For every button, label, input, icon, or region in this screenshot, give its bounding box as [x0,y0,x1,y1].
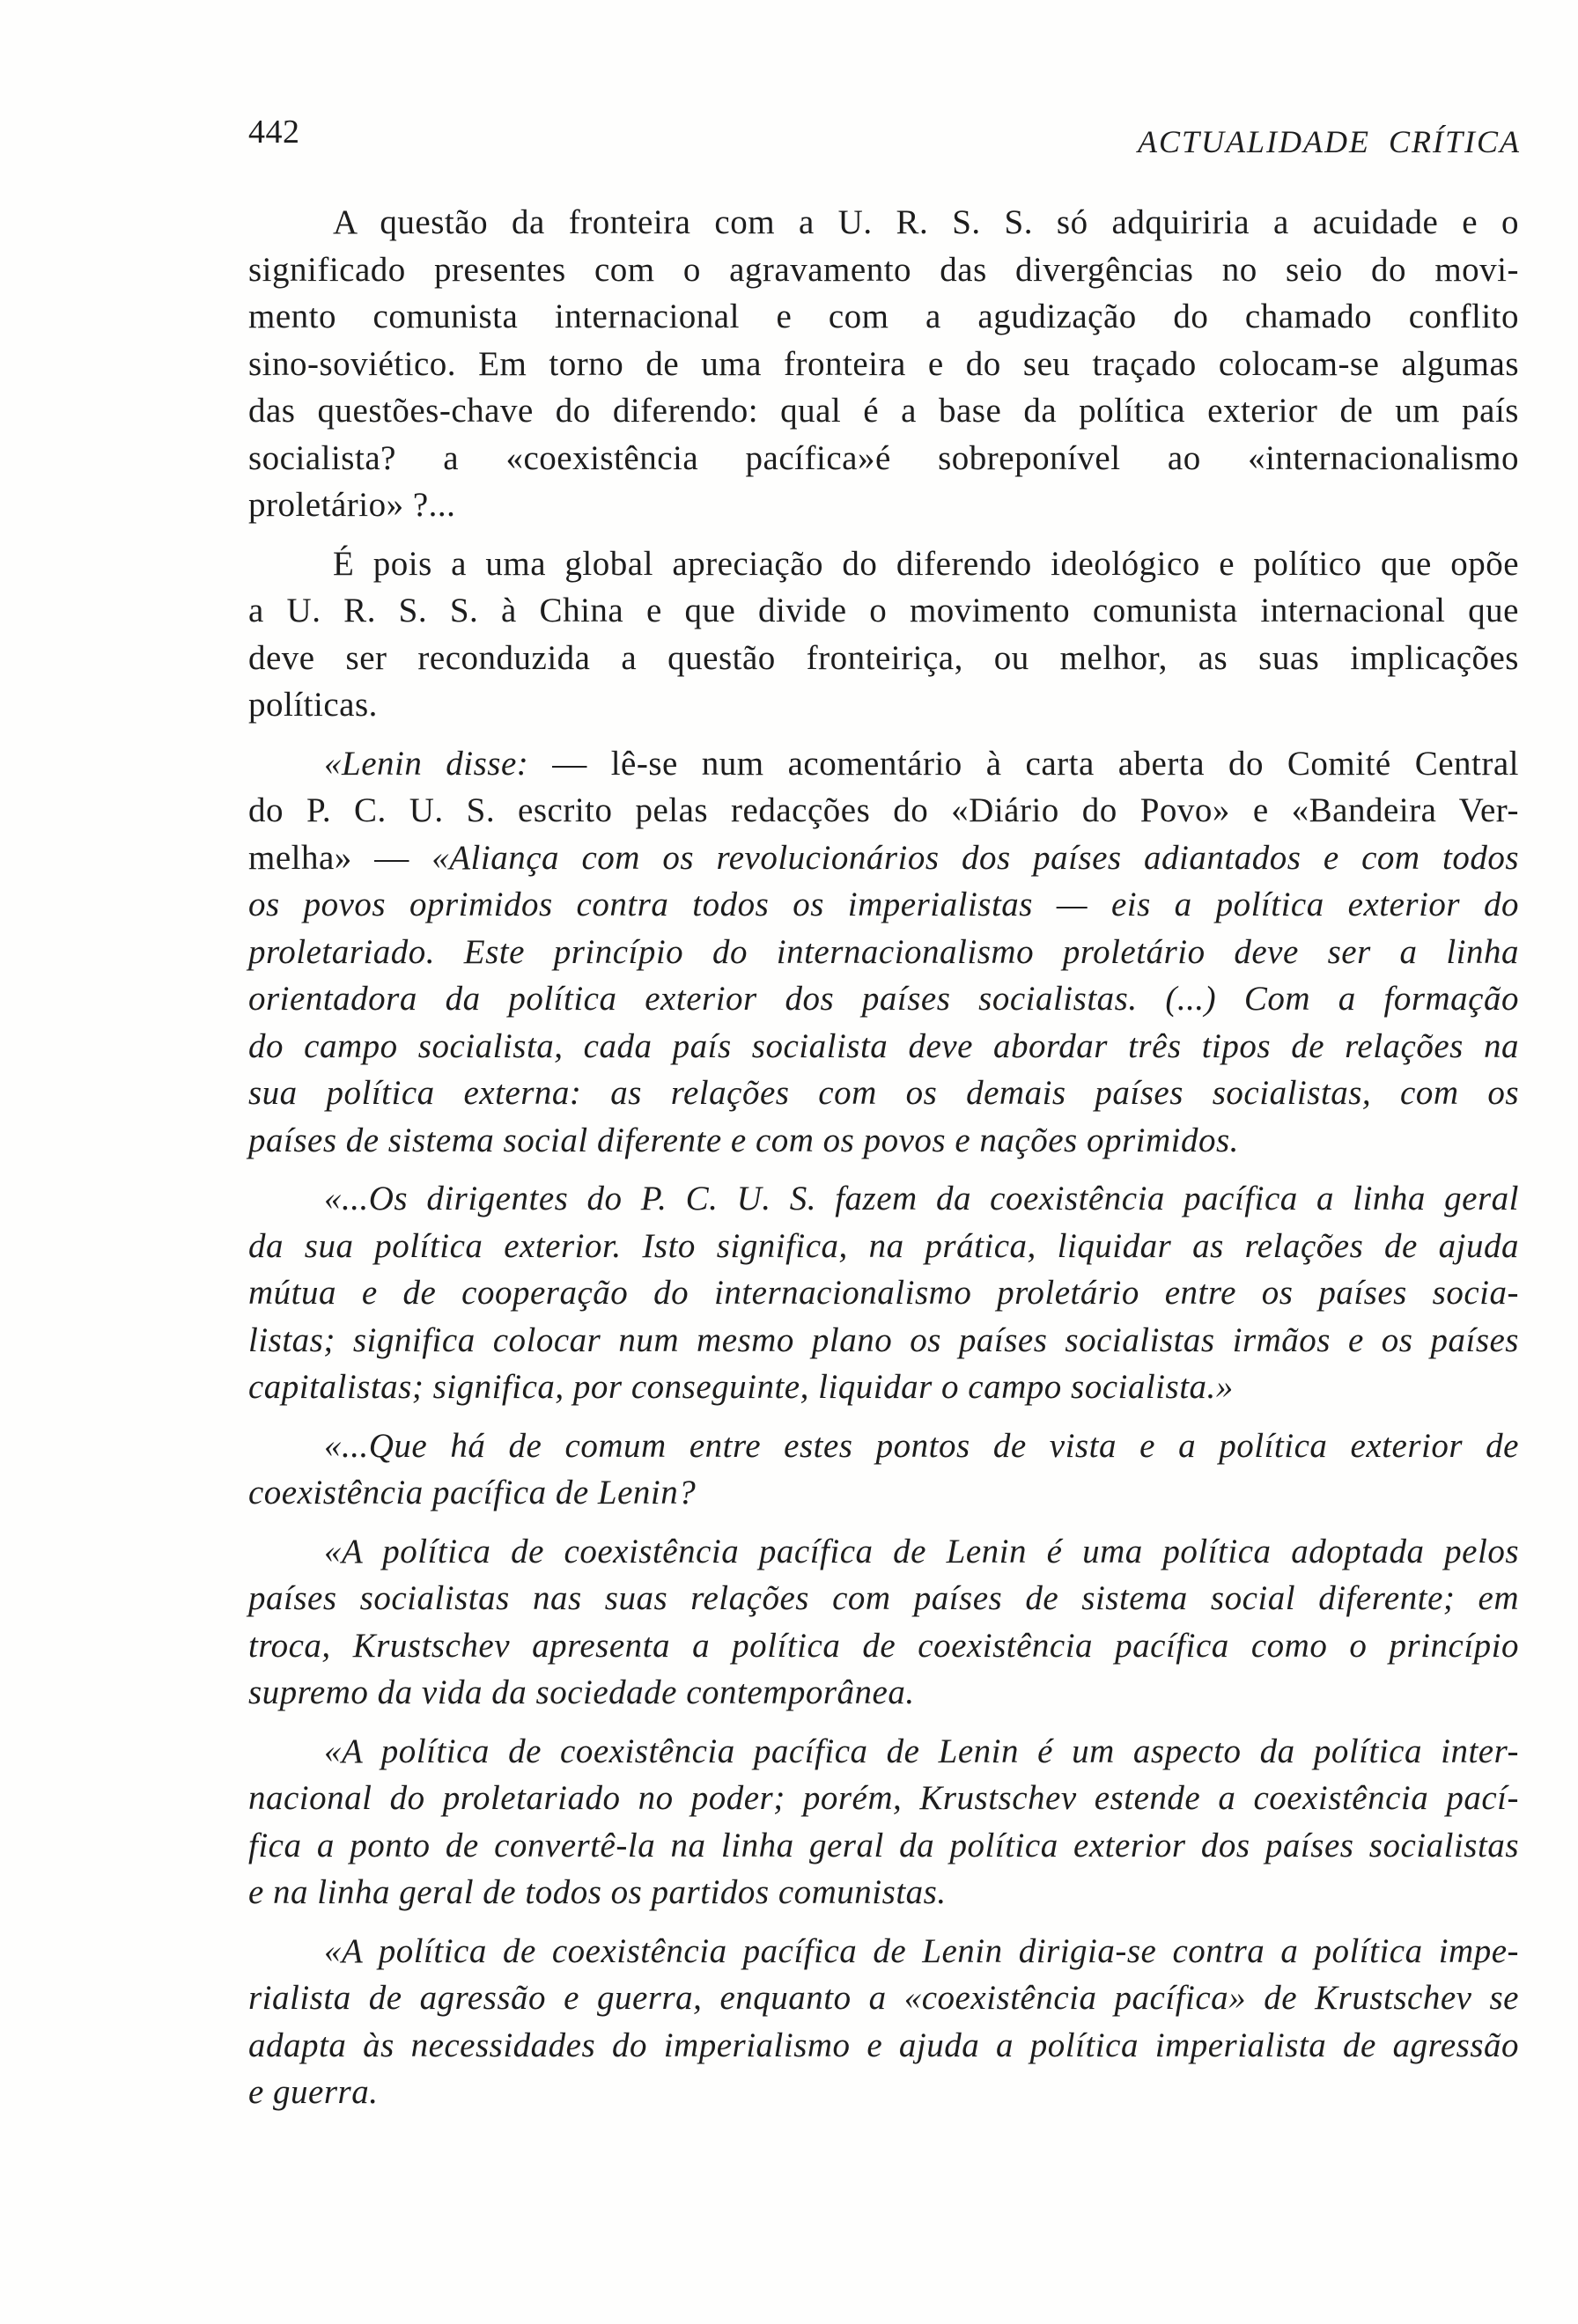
italic-segment: «Lenin disse: [324,744,529,783]
text-line: A questão da fronteira com a U. R. S. S. só adquiriria a acuidade e o [333,203,1519,241]
page-number: 442 [248,114,300,151]
text-line: fica a ponto de convertê-la na linha geral da política exterior dos países socialistas [248,1826,1519,1864]
text-line: proletário» ?... [248,486,456,524]
text-line: e na linha geral de todos os partidos comunistas. [248,1873,947,1911]
text-line: países socialistas nas suas relações com países de sistema social diferente; em [248,1579,1519,1617]
paragraph [248,541,1519,729]
text-line: a U. R. S. S. à China e que divide o movimento comunista internacional que [248,592,1519,629]
text-line: do campo socialista, cada país socialista deve abordar três tipos de relações na [248,1026,1519,1065]
text-line: «A política de coexistência pacífica de Lenin é um aspecto da política inter- [324,1732,1519,1770]
text-line: «A política de coexistência pacífica de Lenin é uma política adoptada pelos [324,1532,1519,1570]
quoted-paragraph [248,1528,1519,1717]
text-line: países de sistema social diferente e com os povos e nações oprimidos. [248,1121,1239,1159]
text-line: coexistência pacífica de Lenin? [248,1474,697,1511]
text-line: orientadora da política exterior dos países socialistas. (...) Com a formação [248,980,1519,1018]
text-line: da sua política exterior. Isto significa, na prática, liquidar as relações de ajuda [248,1226,1519,1265]
text-line: mento comunista internacional e com a agudização do chamado conflito [248,298,1519,335]
text-line: nacional do proletariado no poder; porém, Krustschev estende a coexistência pací- [248,1779,1519,1817]
text-line: troca, Krustschev apresenta a política de coexistência pacífica como o princípio [248,1626,1519,1665]
italic-segment: «Aliança com os revolucionários dos países adiantados e com todos [431,838,1520,877]
text-line: e guerra. [248,2073,379,2111]
text-line: É pois a uma global apreciação do diferendo ideológico e político que opõe [333,544,1519,583]
text-line [248,835,1519,882]
text-line: deve ser reconduzida a questão fronteiriça, ou melhor, as suas implicações [248,638,1519,677]
text-line: do P. C. U. S. escrito pelas redacções do «Diário do Povo» e «Bandeira Ver- [248,791,1519,829]
text-line [248,740,1519,788]
roman-segment: — lê-se num acomentário à carta aberta do Comité Central [552,744,1519,783]
quoted-paragraph [248,1728,1519,1916]
quoted-paragraph [248,1175,1519,1411]
quoted-paragraph [248,1423,1519,1517]
paragraph [248,199,1519,529]
text-line: mútua e de cooperação do internacionalismo proletário entre os países socia- [248,1274,1519,1312]
text-line: sino-soviético. Em torno de uma fronteira e do seu traçado colocam-se algumas [248,344,1519,383]
text-line: listas; significa colocar num mesmo plano os países socialistas irmãos e os países [248,1320,1519,1359]
text-line: «A política de coexistência pacífica de Lenin dirigia-se contra a política impe- [324,1931,1519,1970]
text-line: socialista? a «coexistência pacífica»é sobreponível ao «internacionalismo [248,438,1519,477]
text-line: supremo da vida da sociedade contemporânea. [248,1673,915,1711]
text-line: sua política externa: as relações com os demais países socialistas, com os [248,1074,1519,1112]
text-line: das questões-chave do diferendo: qual é a base da política exterior de um país [248,392,1519,430]
quoted-paragraph [248,1928,1519,2116]
text-line: os povos oprimidos contra todos os imperialistas — eis a política exterior do [248,886,1519,923]
text-line: capitalistas; significa, por conseguinte, liquidar o campo socialista.» [248,1368,1234,1406]
text-line: significado presentes com o agravamento das divergências no seio do movi- [248,250,1519,289]
text-line: rialista de agressão e guerra, enquanto a «coexistência pacífica» de Krustschev se [248,1979,1519,2017]
text-line: «...Os dirigentes do P. C. U. S. fazem da coexistência pacífica a linha geral [324,1180,1519,1217]
text-line: «...Que há de comum entre estes pontos de vista e a política exterior de [324,1426,1519,1465]
text-line: adapta às necessidades do imperialismo e ajuda a política imperialista de agressão [248,2026,1519,2064]
body-text [248,199,1519,2116]
text-line: políticas. [248,686,378,724]
quoted-paragraph [248,740,1519,1165]
running-head: ACTUALIDADE CRÍTICA [1138,124,1521,159]
text-line: proletariado. Este princípio do internacionalismo proletário deve ser a linha [248,932,1519,971]
roman-segment: melha» — [248,838,409,877]
